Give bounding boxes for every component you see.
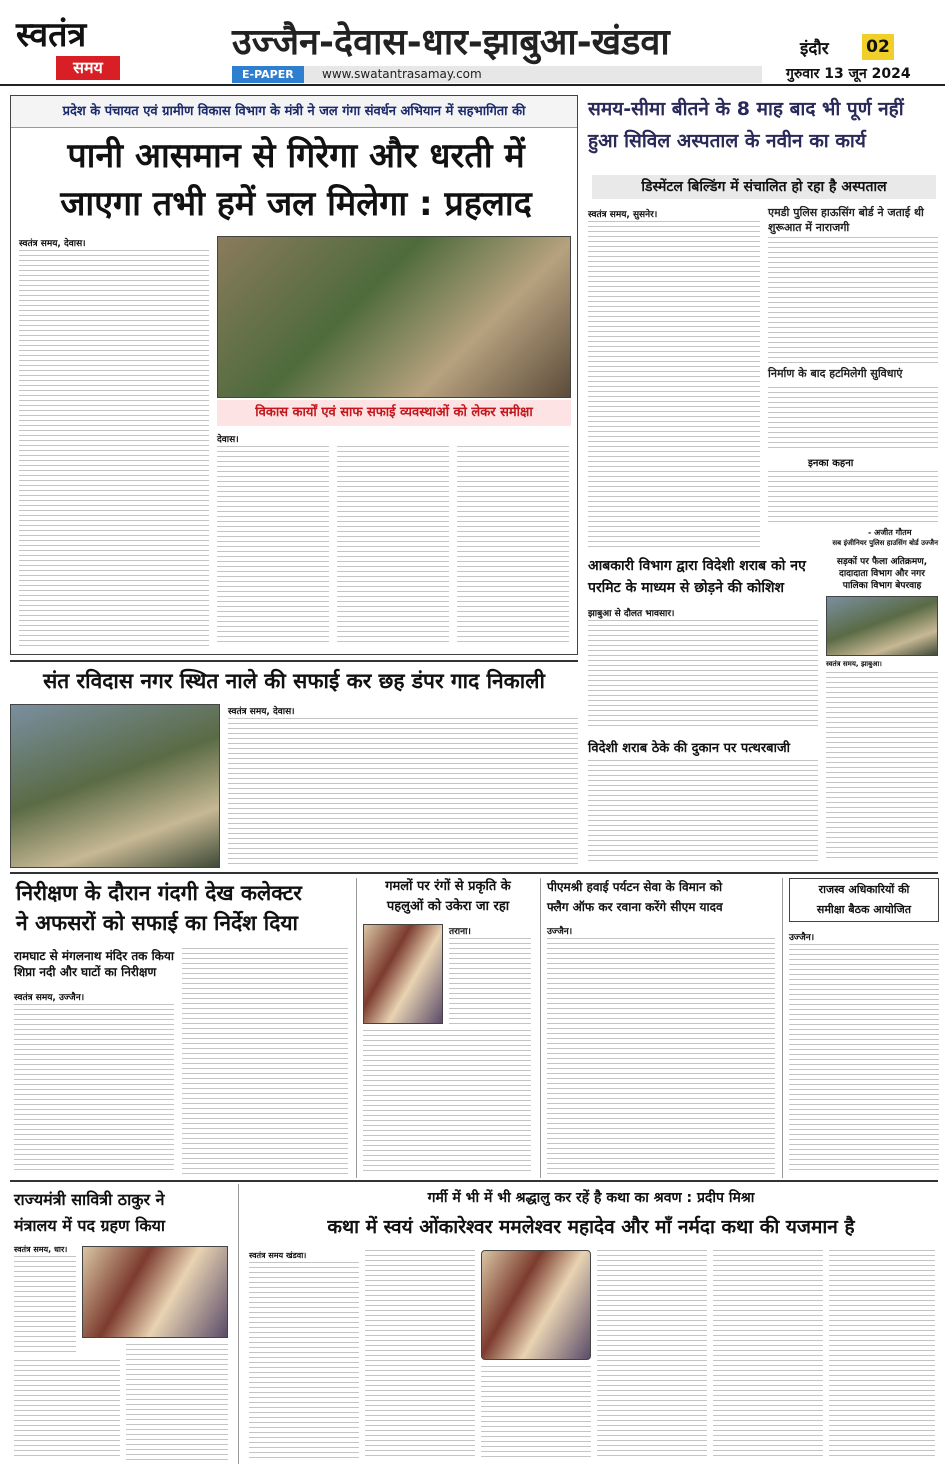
- epaper-bar: [232, 66, 762, 83]
- air-service-byline: उज्जैन।: [547, 927, 573, 937]
- katha-byline: स्वतंत्र समय खंडवा।: [249, 1251, 307, 1260]
- lead-sub-col1: [217, 446, 329, 646]
- hospital-body-col3: [768, 387, 938, 451]
- edition-title: उज्जैन-देवास-धार-झाबुआ-खंडवा: [232, 22, 670, 63]
- lead-sub-col3: [457, 446, 569, 646]
- hospital-side-head-2: निर्माण के बाद हटमिलेगी सुविधाएं: [768, 367, 903, 380]
- lead-body-text: [19, 250, 209, 646]
- encroachment-body: [826, 672, 938, 862]
- pots-photo: [363, 924, 443, 1024]
- collector-subhead-1: रामघाट से मंगलनाथ मंदिर तक किया: [14, 949, 174, 963]
- drain-body: [228, 718, 578, 868]
- excise-sub-body: [588, 760, 818, 862]
- minister-headline-1: राज्यमंत्री सावित्री ठाकुर ने: [14, 1190, 165, 1209]
- lead-headline-2: जाएगा तभी हमें जल मिलेगा : प्रहलाद: [60, 184, 532, 224]
- hospital-byline: स्वतंत्र समय, सुसनेर।: [588, 210, 658, 220]
- lead-byline: स्वतंत्र समय, देवास।: [19, 239, 86, 249]
- hospital-story: [588, 95, 938, 550]
- air-service-story: [540, 878, 776, 1178]
- quote-name: - अजीत गौतम: [868, 528, 912, 537]
- collector-body-col2: [182, 948, 348, 1174]
- drain-photo: [10, 704, 220, 868]
- minister-body-col3: [126, 1344, 228, 1460]
- air-service-headline-1: पीएमश्री हवाई पर्यटन सेवा के विमान को: [547, 880, 723, 894]
- revenue-body: [789, 944, 939, 1174]
- masthead: [0, 0, 945, 86]
- pots-headline-2: पहलुओं को उकेरा जा रहा: [386, 899, 510, 914]
- drain-story: [10, 660, 578, 870]
- collector-subhead-2: शिप्रा नदी और घाटों का निरीक्षण: [14, 965, 157, 979]
- minister-story: [10, 1184, 232, 1464]
- pots-body-col1: [449, 938, 531, 1024]
- pots-story: [356, 878, 532, 1178]
- hospital-body-col1: [588, 221, 760, 549]
- hospital-headline-2: हुआ सिविल अस्पताल के नवीन का कार्य: [588, 130, 866, 152]
- excise-byline: झाबुआ से दौलत भावसार।: [588, 609, 675, 619]
- excise-headline-1: आबकारी विभाग द्वारा विदेशी शराब को नए: [588, 558, 806, 574]
- drain-headline: संत रविदास नगर स्थित नाले की सफाई कर छह डंपर गाद निकाली: [43, 669, 545, 693]
- pots-body-col2: [363, 1030, 531, 1174]
- minister-headline-2: मंत्रालय में पद ग्रहण किया: [14, 1216, 166, 1235]
- minister-photo: [82, 1246, 228, 1338]
- air-service-body: [547, 938, 775, 1174]
- katha-story: [238, 1184, 938, 1464]
- katha-col2: [365, 1250, 475, 1458]
- collector-headline-2: ने अफसरों को सफाई का निर्देश दिया: [16, 911, 298, 935]
- lead-sub-col2: [337, 446, 449, 646]
- encroachment-story: [826, 556, 938, 866]
- excise-body: [588, 620, 818, 730]
- hospital-deck: डिस्मेंटल बिल्डिंग में संचालित हो रहा है अस्पताल: [592, 175, 936, 199]
- logo-top-text: स्वतंत्र: [16, 15, 87, 55]
- page-number: 02: [862, 34, 894, 60]
- revenue-head-box: [789, 878, 939, 922]
- collector-story: [10, 878, 350, 1178]
- air-service-headline-2: फ्लैग ऑफ कर रवाना करेंगे सीएम यादव: [547, 900, 723, 914]
- katha-col6: [829, 1250, 935, 1458]
- city-name: इंदौर: [800, 39, 829, 59]
- section-divider-2: [10, 1180, 938, 1182]
- encroachment-headline: सड़कों पर फैला अतिक्रमण, दादादाता विभाग और नगर पालिका विभाग बेपरवाह: [836, 557, 928, 591]
- collector-byline: स्वतंत्र समय, उज्जैन।: [14, 993, 85, 1003]
- lead-sub-byline: देवास।: [217, 435, 239, 445]
- lead-story: [10, 95, 578, 655]
- logo[interactable]: [16, 10, 146, 82]
- pots-headline-1: गमलों पर रंगों से प्रकृति के: [385, 879, 511, 894]
- collector-body-col1: [14, 1004, 174, 1174]
- revenue-story: [782, 878, 938, 1178]
- katha-col4: [597, 1250, 707, 1458]
- excise-subhead: विदेशी शराब ठेके की दुकान पर पत्थरबाजी: [588, 741, 790, 756]
- hospital-headline-1: समय-सीमा बीतने के 8 माह बाद भी पूर्ण नहीं: [588, 98, 904, 120]
- encroachment-byline: स्वतंत्र समय, झाबुआ।: [826, 660, 882, 668]
- katha-photo: [481, 1250, 591, 1360]
- quote-role: सब इंजीनियर पुलिस हाउसिंग बोर्ड उज्जैन: [832, 539, 938, 547]
- revenue-byline: उज्जैन।: [789, 933, 815, 943]
- katha-kicker: गर्मी में भी में भी श्रद्धालु कर रहें है कथा का श्रवण : प्रदीप मिश्रा: [427, 1190, 755, 1206]
- katha-col3: [481, 1366, 591, 1458]
- section-divider: [10, 872, 938, 874]
- encroachment-photo: [826, 596, 938, 656]
- issue-date: गुरुवार 13 जून 2024: [786, 66, 911, 82]
- logo-bottom-text: समय: [56, 56, 120, 80]
- katha-col1: [249, 1262, 359, 1458]
- collector-headline-1: निरीक्षण के दौरान गंदगी देख कलेक्टर: [16, 881, 302, 905]
- lead-headline-1: पानी आसमान से गिरेगा और धरती में: [67, 136, 525, 176]
- lead-kicker: प्रदेश के पंचायत एवं ग्रामीण विकास विभाग के मंत्री ने जल गंगा संवर्धन अभियान में सहभागिता की: [11, 96, 577, 128]
- excise-story: [588, 556, 818, 866]
- revenue-headline-1: राजस्व अधिकारियों की: [818, 883, 910, 896]
- minister-body-col2: [14, 1360, 120, 1460]
- site-url[interactable]: www.swatantrasamay.com: [322, 67, 482, 81]
- quote-body: [768, 471, 938, 523]
- katha-col5: [713, 1250, 823, 1458]
- minister-body-col1: [14, 1256, 76, 1356]
- drain-byline: स्वतंत्र समय, देवास।: [228, 707, 295, 717]
- pots-byline: तराना।: [449, 927, 471, 937]
- minister-byline: स्वतंत्र समय, धार।: [14, 1245, 68, 1254]
- excise-headline-2: परमिट के माध्यम से छोड़ने की कोशिश: [588, 580, 785, 596]
- quote-head: इनका कहना: [808, 458, 854, 469]
- katha-headline: कथा में स्वयं ओंकारेश्वर ममलेश्वर महादेव और माँ नर्मदा कथा की यजमान है: [327, 1216, 855, 1238]
- epaper-label: E-PAPER: [232, 66, 304, 83]
- revenue-headline-2: समीक्षा बैठक आयोजित: [816, 903, 912, 916]
- lead-subhead: विकास कार्यों एवं साफ सफाई व्यवस्थाओं को लेकर समीक्षा: [217, 400, 571, 426]
- hospital-side-head: एमडी पुलिस हाऊसिंग बोर्ड ने जताई थी शुरूआत में नाराजगी: [768, 206, 924, 234]
- hospital-body-col2: [768, 237, 938, 363]
- lead-photo: [217, 236, 571, 398]
